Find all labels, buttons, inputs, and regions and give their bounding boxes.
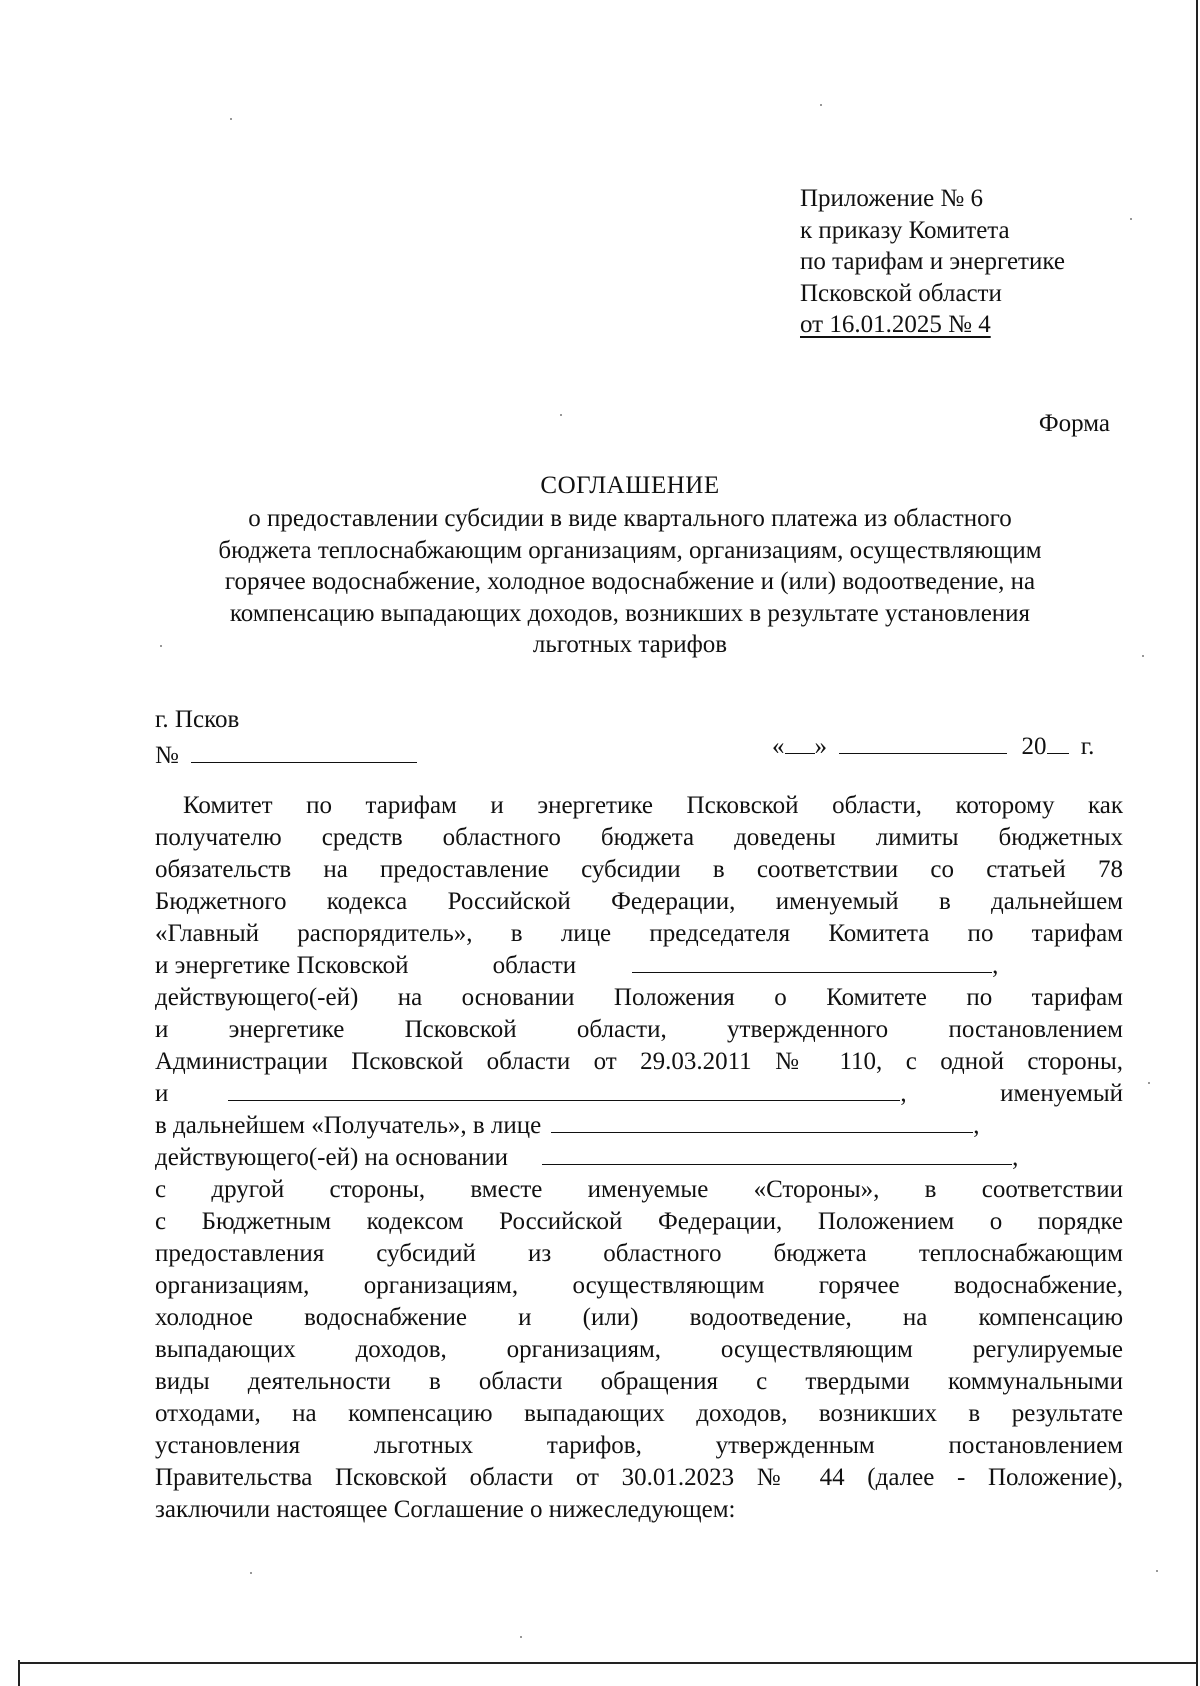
scan-speck xyxy=(230,118,232,120)
subtitle-line: льготных тарифов xyxy=(532,631,728,658)
body-fragment: действующего(-ей) на основании xyxy=(155,1144,509,1171)
date-month-blank[interactable] xyxy=(839,731,1007,754)
body-line: Администрации Псковской области от 29.03.2011 № 110, с одной стороны, xyxy=(155,1048,1123,1075)
body-fragment: именуемый xyxy=(1000,1080,1123,1107)
scan-speck xyxy=(520,1636,522,1638)
recipient-representative-blank[interactable] xyxy=(551,1112,973,1133)
subtitle-line: о предоставлении субсидии в виде квартального платежа из областного xyxy=(248,505,1012,532)
document-title: СОГЛАШЕНИЕ xyxy=(540,472,720,499)
body-line: и энергетике Псковской области, утвержденного постановлением xyxy=(155,1016,1123,1043)
recipient-representative-line xyxy=(155,1110,1123,1142)
document-subtitle xyxy=(150,503,1110,661)
date-day-blank[interactable] xyxy=(785,731,815,754)
scan-border-left xyxy=(18,1660,20,1686)
recipient-basis-line xyxy=(155,1142,1123,1174)
chairman-name-blank[interactable] xyxy=(632,952,992,973)
appendix-block xyxy=(800,183,1140,341)
agreement-date-row xyxy=(772,731,1094,761)
chairman-name-line xyxy=(155,950,1123,982)
date-quote-close: » xyxy=(814,733,827,760)
scan-speck xyxy=(1156,1570,1158,1572)
subtitle-line: бюджета теплоснабжающим организациям, организациям, осуществляющим xyxy=(218,536,1042,564)
body-fragment: и энергетике Псковской xyxy=(155,952,409,979)
body-line: заключили настоящее Соглашение о нижеследующем: xyxy=(155,1496,736,1523)
body-line: действующего(-ей) на основании Положения о Комитете по тарифам xyxy=(155,984,1123,1011)
body-fragment: в дальнейшем «Получатель», в лице xyxy=(155,1112,542,1139)
appendix-line: по тарифам и энергетике xyxy=(800,248,1065,275)
scan-speck xyxy=(560,414,562,416)
date-year-blank[interactable] xyxy=(1047,731,1069,754)
appendix-line: к приказу Комитета xyxy=(800,216,1010,244)
city-label: г. Псков xyxy=(155,706,240,733)
body-line: выпадающих доходов, организациям, осуществляющим регулируемые xyxy=(155,1336,1123,1363)
body-line: виды деятельности в области обращения с твердыми коммунальными xyxy=(155,1368,1123,1395)
number-prefix: № xyxy=(155,742,179,769)
scan-speck xyxy=(160,645,162,647)
body-line: холодное водоснабжение и (или) водоотведение, на компенсацию xyxy=(155,1304,1123,1331)
scan-border-bottom xyxy=(18,1662,1198,1664)
body-fragment: , xyxy=(1012,1144,1019,1171)
appendix-order-reference: от 16.01.2025 № 4 xyxy=(800,311,991,338)
subtitle-line: горячее водоснабжение, холодное водоснабжение и (или) водоотведение, на xyxy=(224,568,1036,595)
body-line: Правительства Псковской области от 30.01.2023 № 44 (далее - Положение), xyxy=(155,1464,1123,1491)
date-quote-open: « xyxy=(772,733,785,760)
date-year-suffix: г. xyxy=(1080,733,1095,760)
appendix-line: Псковской области xyxy=(800,279,1002,307)
agreement-number-blank[interactable] xyxy=(191,740,417,763)
scan-speck xyxy=(250,1572,252,1574)
body-line: отходами, на компенсацию выпадающих доходов, возникших в результате xyxy=(155,1400,1123,1427)
agreement-number-row xyxy=(155,740,417,770)
body-line: обязательств на предоставление субсидии в соответствии со статьей 78 xyxy=(155,856,1123,883)
recipient-name-blank[interactable] xyxy=(228,1080,900,1101)
body-line: предоставления субсидий из областного бюджета теплоснабжающим xyxy=(155,1240,1123,1267)
scan-speck xyxy=(820,104,822,106)
scan-speck xyxy=(1148,1082,1150,1084)
recipient-name-line xyxy=(155,1078,1123,1110)
body-fragment: , xyxy=(992,952,999,979)
scan-border-right xyxy=(1196,0,1198,1686)
body-line: Бюджетного кодекса Российской Федерации, именуемый в дальнейшем xyxy=(155,888,1123,915)
subtitle-line: компенсацию выпадающих доходов, возникших в результате установления xyxy=(229,599,1031,627)
appendix-line: Приложение № 6 xyxy=(800,185,984,212)
scan-speck xyxy=(1142,655,1144,657)
body-fragment: области xyxy=(492,952,577,979)
body-fragment: и xyxy=(155,1080,169,1107)
body-line: Комитет по тарифам и энергетике Псковской области, которому как xyxy=(183,792,1123,819)
body-fragment: , xyxy=(973,1112,980,1139)
body-line: организациям, организациям, осуществляющим горячее водоснабжение, xyxy=(155,1272,1123,1299)
scan-speck xyxy=(1130,218,1132,220)
body-line: «Главный распорядитель», в лице председателя Комитета по тарифам xyxy=(155,920,1123,947)
body-line: с Бюджетным кодексом Российской Федерации, Положением о порядке xyxy=(155,1208,1123,1235)
body-line: с другой стороны, вместе именуемые «Стороны», в соответствии xyxy=(155,1176,1123,1203)
agreement-preamble xyxy=(155,790,1123,1526)
recipient-basis-blank[interactable] xyxy=(542,1144,1012,1165)
body-fragment: , xyxy=(900,1080,907,1107)
form-label: Форма xyxy=(1038,410,1110,437)
body-line: установления льготных тарифов, утвержденным постановлением xyxy=(155,1432,1123,1459)
body-line: получателю средств областного бюджета доведены лимиты бюджетных xyxy=(155,824,1123,851)
date-year-prefix: 20 xyxy=(1021,733,1047,760)
